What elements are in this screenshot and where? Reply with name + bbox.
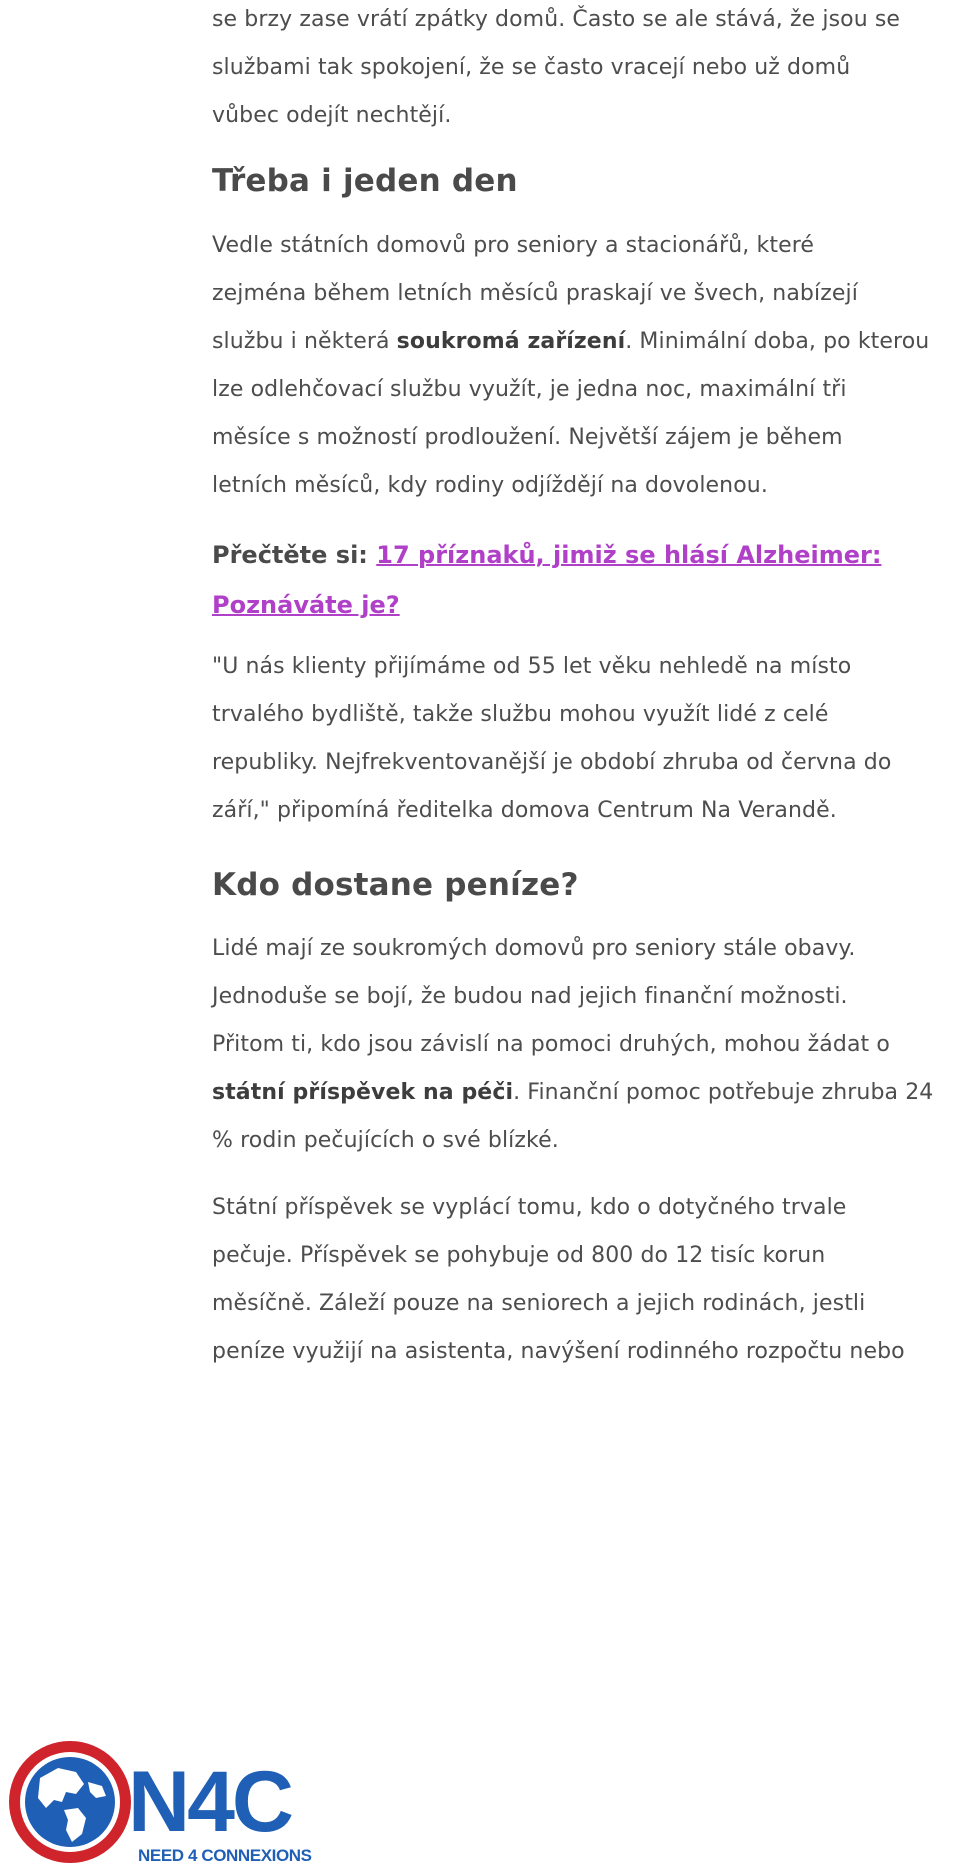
n4c-logo [6,1738,332,1866]
text-line: "U nás klienty přijímáme od 55 let věku nehledě na místo [212,654,852,679]
heading-kdo-dostane-penize: Kdo dostane peníze? [212,867,579,903]
paragraph-quote [212,643,891,835]
read-also-link[interactable]: 17 příznaků, jimiž se hlásí Alzheimer: [376,541,882,569]
bold-state-care-allowance: státní příspěvek na péči [212,1080,514,1105]
text-line: zejména během letních měsíců praskají ve švech, nabízejí [212,281,858,306]
text-line: Vedle státních domovů pro seniory a stacionářů, které [212,233,814,258]
text-line: službami tak spokojení, že se často vracejí nebo už domů [212,55,851,80]
read-also-link-continued[interactable]: Poznáváte je? [212,591,400,619]
text-line: měsíčně. Záleží pouze na seniorech a jejich rodinách, jestli [212,1291,866,1316]
text-segment: . Finanční pomoc potřebuje zhruba 24 [513,1080,934,1105]
text-line [212,318,929,366]
text-line: pečuje. Příspěvek se pohybuje od 800 do 12 tisíc korun [212,1243,826,1268]
text-line: lze odlehčovací službu využít, je jedna noc, maximální tři [212,377,847,402]
paragraph-allowance [212,1184,905,1376]
text-line: trvalého bydliště, takže službu mohou využít lidé z celé [212,702,829,727]
logo-mark: N4C [128,1754,292,1850]
logo-tagline: NEED 4 CONNEXIONS [138,1846,312,1865]
text-line: se brzy zase vrátí zpátky domů. Často se ale stává, že jsou se [212,7,901,32]
text-line: Jednoduše se bojí, že budou nad jejich finanční možnosti. [212,984,848,1009]
read-also-line [212,530,881,580]
text-line: peníze využijí na asistenta, navýšení rodinného rozpočtu nebo [212,1339,905,1364]
paragraph-intro [212,0,900,140]
paragraph-money [212,925,933,1165]
text-line: měsíce s možností prodloužení. Největší zájem je během [212,425,843,450]
text-line: letních měsíců, kdy rodiny odjíždějí na dovolenou. [212,473,768,498]
text-segment: službu i některá [212,329,397,354]
text-segment: . Minimální doba, po kterou [625,329,930,354]
read-also-box [212,530,881,630]
bold-private-facilities: soukromá zařízení [396,329,626,354]
text-line: Státní příspěvek se vyplácí tomu, kdo o dotyčného trvale [212,1195,847,1220]
text-line [212,1069,933,1117]
globe-icon [9,1741,131,1863]
heading-treba-i-jeden-den: Třeba i jeden den [212,163,518,199]
text-line: září," připomíná ředitelka domova Centrum Na Verandě. [212,798,837,823]
read-also-line [212,580,881,630]
text-line: Lidé mají ze soukromých domovů pro seniory stále obavy. [212,936,856,961]
text-line: % rodin pečujících o své blízké. [212,1128,559,1153]
text-line: vůbec odejít nechtějí. [212,103,452,128]
text-line: Přitom ti, kdo jsou závislí na pomoci druhých, mohou žádat o [212,1032,890,1057]
paragraph-day [212,222,929,510]
read-also-label: Přečtěte si: [212,541,368,569]
text-line: republiky. Nejfrekventovanější je období zhruba od června do [212,750,892,775]
